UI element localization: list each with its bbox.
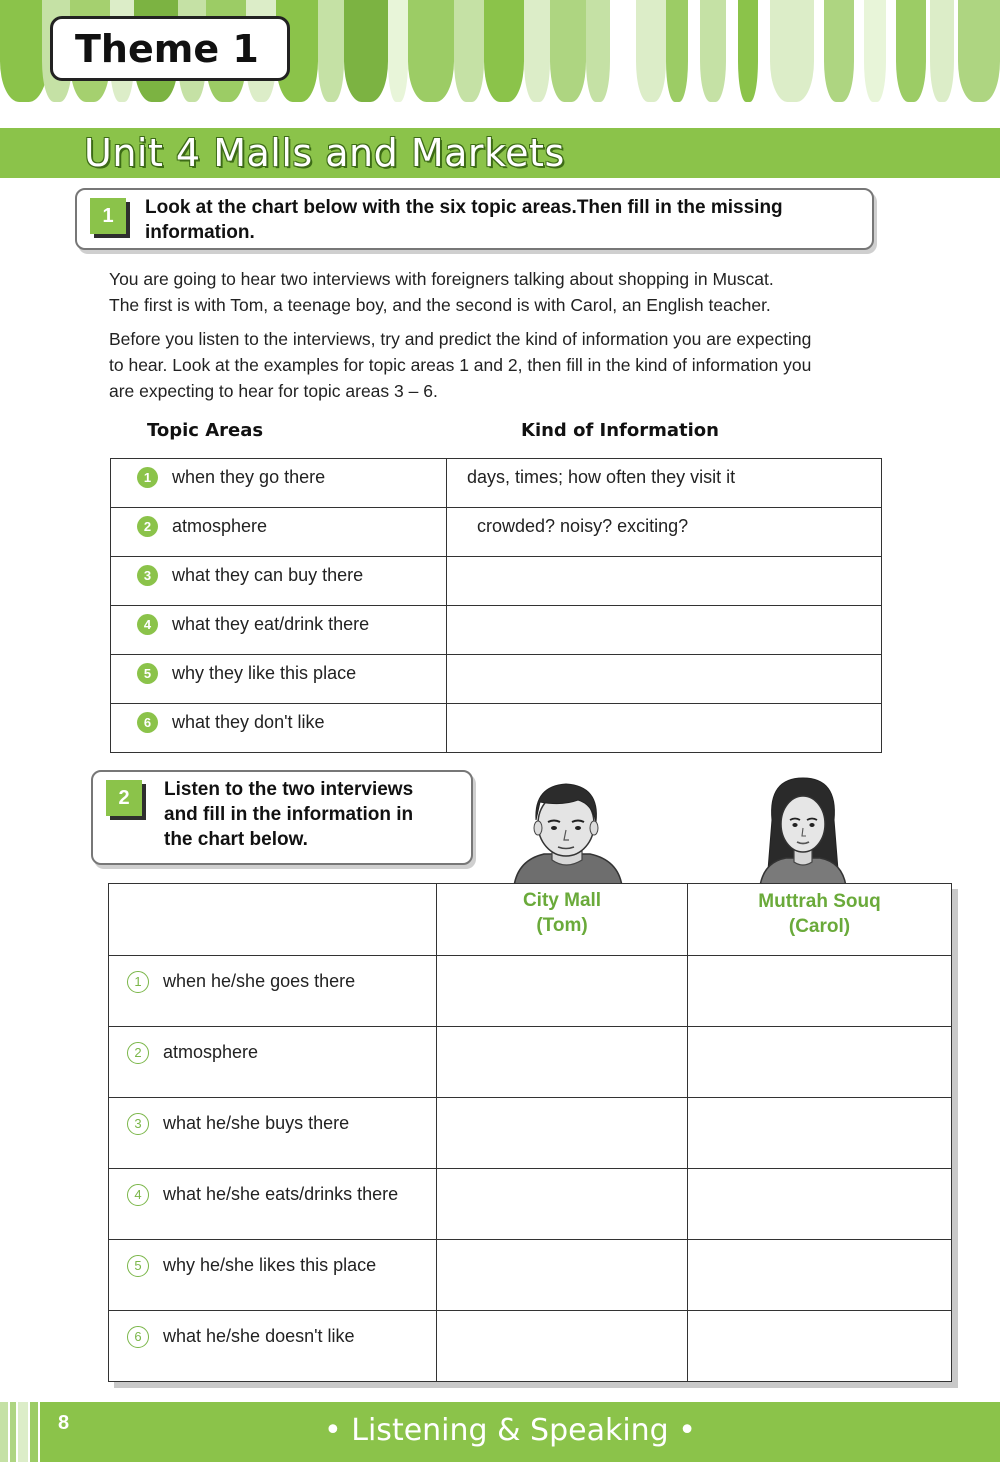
topic-label: what they eat/drink there [172, 614, 370, 634]
row-number-badge: 2 [137, 516, 158, 537]
topic-label: what they can buy there [172, 565, 364, 585]
paragraph-line: The first is with Tom, a teenage boy, and the second is with Carol, an English teacher. [109, 295, 771, 315]
intro-paragraph [109, 266, 909, 318]
topic-label: why they like this place [172, 663, 357, 683]
topic-cell [111, 557, 447, 606]
info-cell[interactable] [447, 557, 882, 606]
info-cell[interactable] [447, 606, 882, 655]
kind-of-information-heading: Kind of Information [521, 420, 719, 441]
topic-cell [111, 704, 447, 753]
row-number-badge: 6 [127, 1326, 149, 1348]
row-number-badge: 1 [137, 467, 158, 488]
topic-label: atmosphere [163, 1042, 259, 1062]
carol-answer-cell[interactable] [688, 1027, 952, 1098]
theme-label: Theme 1 [50, 16, 290, 81]
tom-illustration [508, 778, 626, 886]
table-row [111, 655, 882, 704]
instruction-paragraph [109, 326, 909, 404]
carol-answer-cell[interactable] [688, 1098, 952, 1169]
topic-areas-heading: Topic Areas [147, 420, 264, 441]
tom-answer-cell[interactable] [437, 956, 688, 1027]
topic-cell [109, 1169, 437, 1240]
exercise-1-instruction [145, 195, 783, 245]
page-number: 8 [58, 1412, 70, 1434]
listening-chart [108, 883, 952, 1382]
topic-label: what he/she eats/drinks there [163, 1184, 399, 1204]
topic-cell [109, 1098, 437, 1169]
row-number-badge: 1 [127, 971, 149, 993]
muttrah-souq-label: Muttrah Souq [758, 891, 881, 912]
table-row [111, 459, 882, 508]
paragraph-line: Before you listen to the interviews, try and predict the kind of information you are expecting [109, 329, 812, 349]
row-number-badge: 3 [137, 565, 158, 586]
table-row [109, 956, 952, 1027]
tom-answer-cell[interactable] [437, 1169, 688, 1240]
unit-title: Unit 4 Malls and Markets [84, 131, 565, 175]
paragraph-line: You are going to hear two interviews with foreigners talking about shopping in Muscat. [109, 269, 774, 289]
topic-cell [111, 459, 447, 508]
table-row [111, 508, 882, 557]
topic-label: when he/she goes there [163, 971, 356, 991]
city-mall-label: City Mall [522, 890, 602, 911]
exercise-1-instruction-line: information. [145, 222, 255, 243]
exercise-2-instruction-line: Listen to the two interviews [164, 779, 414, 800]
info-cell[interactable] [447, 459, 882, 508]
topic-cell [109, 956, 437, 1027]
exercise-1-instruction-line: Look at the chart below with the six topic areas.Then fill in the missing [145, 197, 783, 218]
topic-label: atmosphere [172, 516, 268, 536]
exercise-2-instruction-line: and fill in the information in [164, 804, 414, 825]
topic-label: what he/she doesn't like [163, 1326, 355, 1346]
table-row [109, 1098, 952, 1169]
row-number-badge: 3 [127, 1113, 149, 1135]
exercise-1-number: 1 [90, 198, 126, 234]
row-number-badge: 4 [137, 614, 158, 635]
topic-cell [111, 606, 447, 655]
info-cell[interactable] [447, 508, 882, 557]
table-row [109, 1311, 952, 1382]
tom-answer-cell[interactable] [437, 1098, 688, 1169]
row-number-badge: 4 [127, 1184, 149, 1206]
exercise-2-instruction-line: the chart below. [164, 829, 308, 850]
topic-label: why he/she likes this place [163, 1255, 377, 1275]
info-text: days, times; how often they visit it [467, 467, 736, 487]
exercise-2-instruction [164, 777, 413, 852]
section-title: • Listening & Speaking • [324, 1413, 696, 1448]
carol-answer-cell[interactable] [688, 956, 952, 1027]
carol-label: (Carol) [788, 916, 851, 937]
tom-label: (Tom) [536, 915, 588, 936]
table-row [109, 1240, 952, 1311]
prediction-table [110, 458, 882, 753]
info-cell[interactable] [447, 655, 882, 704]
table-row [111, 606, 882, 655]
tom-answer-cell[interactable] [437, 1311, 688, 1382]
topic-cell [109, 1027, 437, 1098]
topic-cell [111, 508, 447, 557]
table-row [111, 704, 882, 753]
carol-answer-cell[interactable] [688, 1311, 952, 1382]
tom-answer-cell[interactable] [437, 1027, 688, 1098]
topic-label: what they don't like [172, 712, 325, 732]
table-header-row [109, 884, 952, 956]
carol-answer-cell[interactable] [688, 1169, 952, 1240]
topic-cell [111, 655, 447, 704]
tom-answer-cell[interactable] [437, 1240, 688, 1311]
info-text: crowded? noisy? exciting? [477, 516, 689, 536]
city-mall-header [437, 884, 688, 956]
carol-answer-cell[interactable] [688, 1240, 952, 1311]
table-row [109, 1027, 952, 1098]
table-row [109, 1169, 952, 1240]
topic-label: when they go there [172, 467, 326, 487]
row-number-badge: 2 [127, 1042, 149, 1064]
paragraph-line: to hear. Look at the examples for topic areas 1 and 2, then fill in the kind of information you [109, 355, 812, 375]
muttrah-souq-header [688, 884, 952, 956]
table-row [111, 557, 882, 606]
topic-cell [109, 1240, 437, 1311]
info-cell[interactable] [447, 704, 882, 753]
header-empty-cell [109, 884, 437, 956]
topic-cell [109, 1311, 437, 1382]
topic-label: what he/she buys there [163, 1113, 350, 1133]
row-number-badge: 5 [137, 663, 158, 684]
carol-illustration [758, 774, 848, 886]
row-number-badge: 5 [127, 1255, 149, 1277]
listening-table [108, 883, 952, 1382]
paragraph-line: are expecting to hear for topic areas 3 – 6. [109, 381, 438, 401]
row-number-badge: 6 [137, 712, 158, 733]
exercise-2-number: 2 [106, 780, 142, 816]
